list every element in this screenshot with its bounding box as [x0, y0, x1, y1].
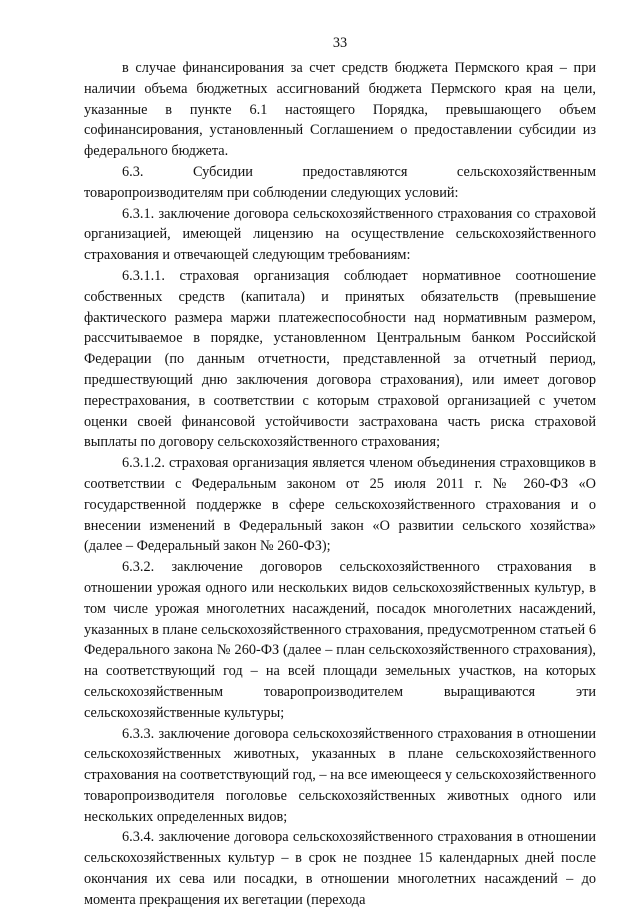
paragraph-6-3-1: 6.3.1. заключение договора сельскохозяйственного страхования со страховой организацией, имеющей лицензию на осуществление сельскохозяйственного страхования и отвечающей следующим требованиям: [84, 205, 596, 264]
paragraph-6-3-2: 6.3.2. заключение договоров сельскохозяйственного страхования в отношении урожая одного или нескольких видов сельскохозяйственных культур, в том числе урожая многолетних насаждений, посадок многолетних насаждений, указанных в плане сельскохозяйственного страхования, предусмотренном статьей 6 Федерального закона № 260-ФЗ (далее – план сельскохозяйственного страхования), на соответствующий год – на всей площади земельных участков, на которых сельскохозяйственным товаропроизводителем выращиваются эти сельскохозяйственные культуры; [84, 559, 596, 721]
paragraph-6-3-1-1: 6.3.1.1. страховая организация соблюдает нормативное соотношение собственных средств (капитала) и принятых обязательств (превышение фактического размера маржи платежеспособности над нормативным размером, рассчитываемое в порядке, установленном Центральным банком Российской Федерации (по данным отчетности, представленной за отчетный период, предшествующий дню заключения договора страхования), или имеет договор перестрахования, в соответствии с которым страховой организацией с учетом оценки своей финансовой устойчивости застрахована часть риска страховой выплаты по договору сельскохозяйственного страхования; [84, 267, 596, 451]
paragraph-6-3-1-2: 6.3.1.2. страховая организация является членом объединения страховщиков в соответствии с Федеральным законом от 25 июля 2011 г. № 260-ФЗ «О государственной поддержке в сфере сельскохозяйственного страхования и о внесении изменений в Федеральный закон «О развитии сельского хозяйства» (далее – Федеральный закон № 260-ФЗ); [84, 455, 596, 555]
paragraph-6-3-4: 6.3.4. заключение договора сельскохозяйственного страхования в отношении сельскохозяйственных культур – в срок не позднее 15 календарных дней после окончания их сева или посадки, в отношении многолетних насаждений – до момента прекращения их вегетации (перехода [84, 829, 596, 908]
page-number: 33 [332, 35, 348, 51]
paragraph-6-3: 6.3. Субсидии предоставляются сельскохозяйственным товаропроизводителям при соблюдении следующих условий: [84, 163, 596, 201]
paragraph-financing-condition: в случае финансирования за счет средств бюджета Пермского края – при наличии объема бюджетных ассигнований бюджета Пермского края на цели, указанные в пункте 6.1 настоящего Порядка, превышающего объем софинансирования, установленный Соглашением о предоставлении субсидии из федерального бюджета. [84, 60, 596, 160]
paragraph-6-3-3: 6.3.3. заключение договора сельскохозяйственного страхования в отношении сельскохозяйственных животных, указанных в плане сельскохозяйственного страхования на соответствующий год, – на все имеющееся у сельскохозяйственного товаропроизводителя поголовье сельскохозяйственных животных одного или нескольких определенных видов; [84, 725, 596, 825]
